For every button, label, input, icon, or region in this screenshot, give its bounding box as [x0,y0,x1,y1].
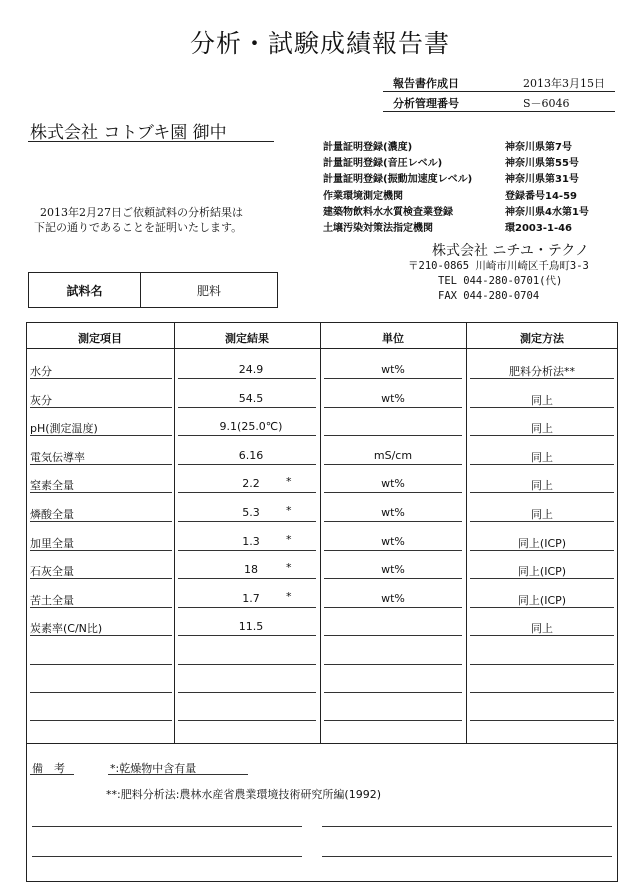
row-underline [30,464,172,465]
row-method: 同上 [531,393,553,407]
registration-row [323,219,623,235]
row-item: 炭素率(C/N比) [30,622,103,636]
row-underline [178,635,316,636]
row-underline [178,492,316,493]
blank-row-line [324,664,462,665]
row-underline [178,607,316,608]
row-underline [324,464,462,465]
row-underline [324,435,462,436]
row-result: 1.3 [242,534,260,548]
company-address: 〒210-0865 川崎市川崎区千鳥町3-3 [408,260,589,272]
row-item: pH(測定温度) [30,422,98,436]
row-underline [324,492,462,493]
row-mark: * [286,475,292,489]
registration-row [323,187,623,203]
row-underline [470,521,614,522]
registration-value: 神奈川県第31号 [505,174,579,186]
registration-label: 建築物飲料水水質検査業登録 [323,206,453,218]
sample-value: 肥料 [196,283,221,298]
control-number-label: 分析管理番号 [393,97,459,110]
row-underline [30,578,172,579]
blank-row-line [470,692,614,693]
registration-label: 作業環境測定機関 [323,190,403,202]
row-underline [324,550,462,551]
company-contact [408,259,589,304]
company-name: 株式会社 ニチユ・テクノ [432,243,590,259]
row-underline [178,521,316,522]
row-unit: wt% [381,506,405,519]
certification-line: 下記の通りであることを証明いたします。 [34,221,243,234]
row-underline [178,550,316,551]
blank-row-line [470,720,614,721]
row-result: 5.3 [242,506,260,519]
row-unit: wt% [381,363,405,376]
row-underline [30,607,172,608]
registration-row [323,154,623,170]
company-fax: FAX 044-280-0704 [438,290,540,302]
row-item: 苦土全量 [30,593,74,607]
row-underline [470,550,614,551]
header-result: 測定結果 [225,332,269,345]
row-underline [324,521,462,522]
header-unit: 単位 [382,332,404,345]
blank-row-line [178,664,316,665]
row-underline [470,435,614,436]
client-name: 株式会社 コトブキ園 御中 [30,123,227,143]
row-method: 同上 [531,622,553,636]
remarks-label: 備 考 [32,762,65,775]
blank-row-line [30,692,172,693]
row-item: 加里全量 [30,536,74,550]
sample-box [28,272,278,308]
blank-row-line [178,720,316,721]
column-divider [174,322,175,743]
row-result: 11.5 [238,620,264,634]
row-underline [30,407,172,408]
blank-row-line [324,692,462,693]
blank-line [32,826,302,827]
row-underline [178,435,316,436]
row-underline [178,464,316,465]
control-number-row [383,92,615,112]
row-item: 電気伝導率 [30,450,85,464]
row-unit: wt% [381,391,405,405]
row-underline [30,492,172,493]
row-unit: mS/cm [373,448,413,462]
remarks-note-1: *:乾燥物中含有量 [110,762,197,775]
registration-label: 計量証明登録(濃度) [323,142,413,153]
row-underline [178,578,316,579]
row-underline [324,635,462,636]
row-underline [324,607,462,608]
row-underline [324,578,462,579]
blank-row-line [30,720,172,721]
registration-label: 計量証明登録(振動加速度レベル) [323,174,473,186]
report-meta [383,72,615,112]
report-date-value: 2013年3月15日 [523,77,605,90]
remarks-underline [30,774,74,775]
row-item: 水分 [30,365,52,378]
registration-list [323,138,623,235]
registration-row [323,138,623,154]
row-underline [30,435,172,436]
row-underline [30,550,172,551]
row-unit: wt% [381,563,405,577]
blank-row-line [470,664,614,665]
row-underline [178,378,316,379]
row-method: 同上(ICP) [517,536,567,550]
row-method: 同上 [531,479,553,493]
report-date-row [383,72,615,92]
row-underline [30,635,172,636]
row-underline [470,407,614,408]
row-method: 同上 [531,422,553,436]
company-tel: TEL 044-280-0701(代) [438,275,563,287]
row-unit: wt% [381,591,405,605]
row-item: 燐酸全量 [30,508,74,521]
row-underline [470,578,614,579]
row-mark: * [286,504,292,517]
blank-line [322,826,612,827]
registration-value: 登録番号14-59 [505,190,577,202]
row-mark: * [286,561,292,575]
header-method: 測定方法 [520,332,564,345]
row-underline [324,407,462,408]
row-result: 18 [244,563,258,577]
row-unit: wt% [381,477,405,491]
sample-label: 試料名 [29,273,141,307]
registration-label: 計量証明登録(音圧レベル) [323,158,443,170]
table-bottom-divider [26,743,618,744]
row-item: 灰分 [30,393,52,407]
registration-value: 環2003-1-46 [505,222,573,234]
column-divider [466,322,467,743]
registration-value: 神奈川県4水第1号 [505,206,589,218]
row-underline [470,464,614,465]
note-1-underline [108,774,248,775]
certification-line: 2013年2月27日ご依頼試料の分析結果は [40,206,243,219]
row-underline [30,378,172,379]
row-result: 6.16 [238,448,264,462]
row-mark: * [286,532,292,546]
client-underline [28,141,274,142]
row-underline [178,407,316,408]
row-underline [470,635,614,636]
row-result: 9.1(25.0℃) [219,420,283,434]
row-item: 石灰全量 [30,565,74,579]
page-title: 分析・試験成績報告書 [189,29,450,58]
row-result: 54.5 [238,391,264,405]
row-method: 肥料分析法** [509,365,575,378]
row-result: 24.9 [238,363,264,376]
registration-label: 土壌汚染対策法指定機関 [323,222,433,234]
registration-row [323,170,623,186]
row-underline [470,607,614,608]
header-divider [26,348,618,349]
row-method: 同上 [531,450,553,464]
row-underline [30,521,172,522]
row-underline [324,378,462,379]
row-method: 同上(ICP) [517,565,567,579]
row-underline [470,492,614,493]
row-unit: wt% [381,534,405,548]
report-date-label: 報告書作成日 [393,77,459,90]
blank-row-line [30,664,172,665]
control-number-value: S－6046 [523,97,570,110]
row-underline [470,378,614,379]
blank-row-line [324,720,462,721]
row-method: 同上(ICP) [517,593,567,607]
blank-line [32,856,302,857]
registration-row [323,203,623,219]
blank-row-line [178,692,316,693]
remarks-note-2: **:肥料分析法:農林水産省農業環境技術研究所編(1992) [106,788,381,801]
row-result: 1.7 [242,591,260,605]
column-divider [320,322,321,743]
registration-value: 神奈川県第55号 [505,158,579,170]
row-item: 窒素全量 [30,479,74,493]
certification-text [34,205,294,235]
blank-line [322,856,612,857]
row-mark: * [286,589,292,603]
row-result: 2.2 [242,477,260,491]
registration-value: 神奈川県第7号 [505,142,572,153]
row-method: 同上 [531,508,553,521]
header-item: 測定項目 [78,332,122,345]
